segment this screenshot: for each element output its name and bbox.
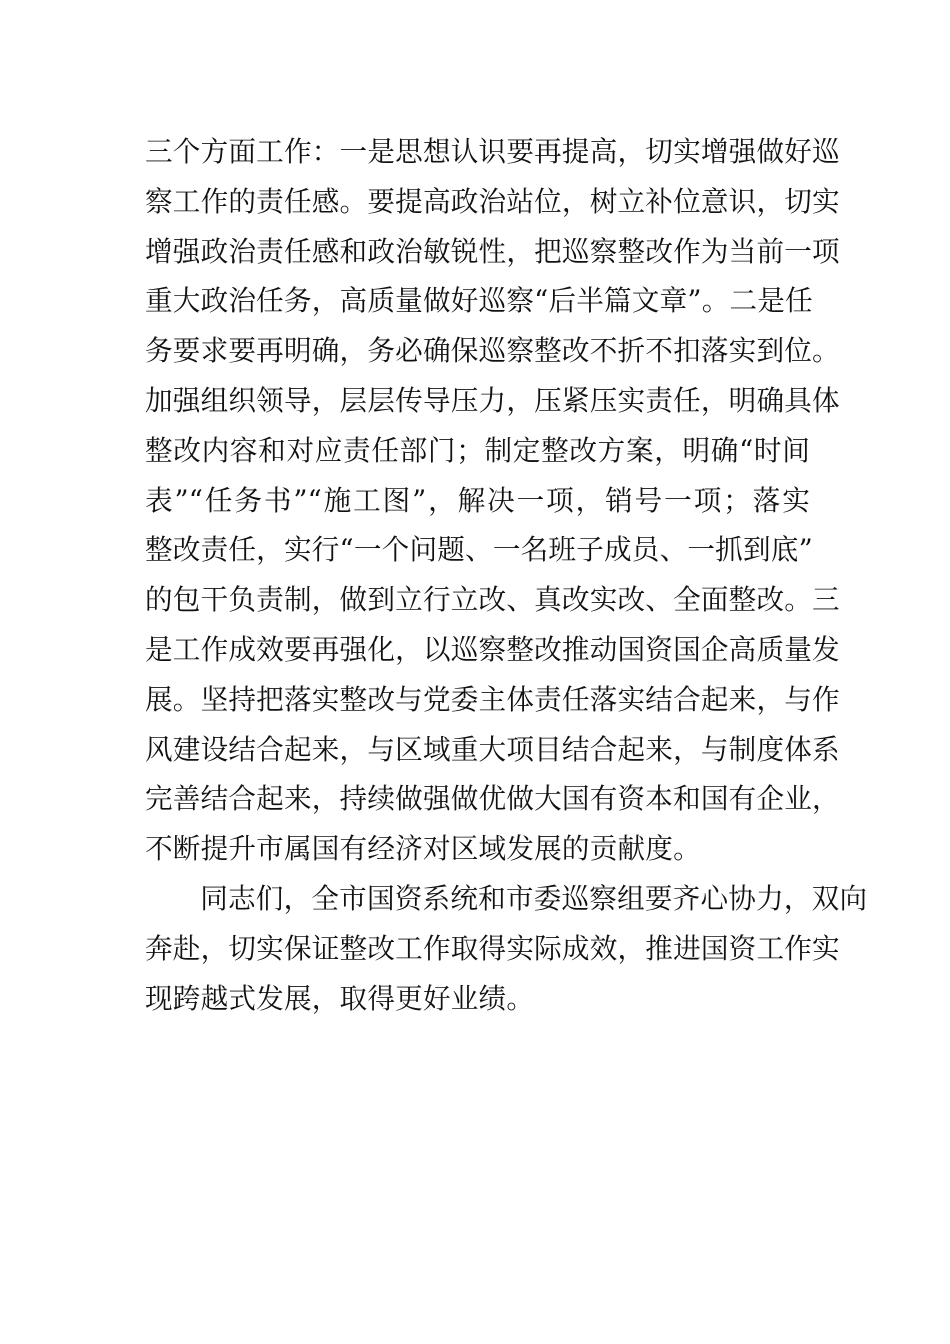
text-line: 增强政治责任感和政治敏锐性，把巡察整改作为当前一项 [145,234,840,268]
text-line: 表”“任务书”“施工图”，解决一项，销号一项；落实 [145,483,810,517]
text-line: 完善结合起来，持续做强做优做大国有资本和国有企业， [145,782,840,816]
text-line: 三个方面工作：一是思想认识要再提高，切实增强做好巡 [145,135,840,168]
text-line: 展。坚持把落实整改与党委主体责任落实结合起来，与作 [145,682,840,716]
text-line: 奔赴，切实保证整改工作取得实际成效，推进国资工作实 [145,931,840,965]
text-line: 重大政治任务，高质量做好巡察“后半篇文章”。二是任 [145,284,813,318]
paragraph-work-aspects [145,127,840,874]
text-line: 察工作的责任感。要提高政治站位，树立补位意识，切实 [145,184,840,218]
text-line: 风建设结合起来，与区域重大项目结合起来，与制度体系 [145,732,840,766]
text-line: 现跨越式发展，取得更好业绩。 [145,981,535,1015]
text-line: 同志们，全市国资系统和市委巡察组要齐心协力，双向 [200,881,868,915]
text-line: 务要求要再明确，务必确保巡察整改不折不扣落实到位。 [145,334,840,368]
text-line: 整改责任，实行“一个问题、一名班子成员、一抓到底” [145,533,813,567]
document-body [145,127,868,1023]
text-line: 是工作成效要再强化，以巡察整改推动国资国企高质量发 [145,632,840,666]
text-line: 加强组织领导，层层传导压力，压紧压实责任，明确具体 [145,383,840,417]
text-line: 的包干负责制，做到立行立改、真改实改、全面整改。三 [145,583,840,617]
paragraph-closing [145,874,868,1023]
text-line: 整改内容和对应责任部门；制定整改方案，明确“时间 [145,433,810,467]
text-line: 不断提升市属国有经济对区域发展的贡献度。 [145,832,701,866]
